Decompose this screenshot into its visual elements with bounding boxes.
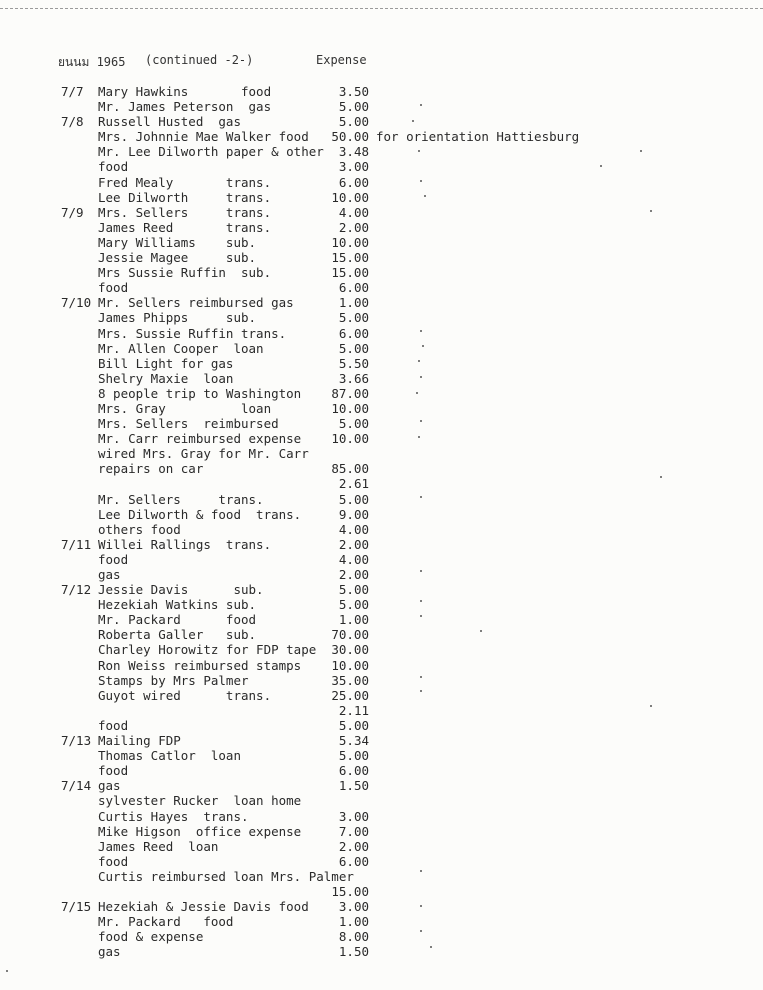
speck bbox=[650, 705, 652, 707]
entry-date: 7/12 bbox=[61, 582, 92, 598]
ledger-row bbox=[0, 884, 763, 899]
entry-description: food bbox=[98, 280, 129, 296]
entry-amount: 6.00 bbox=[338, 853, 369, 869]
ledger-row bbox=[0, 582, 763, 597]
entry-description: gas bbox=[98, 567, 121, 582]
entry-description: Curtis reimbursed loan Mrs. Palmer bbox=[98, 868, 354, 884]
entry-description: gas bbox=[98, 778, 121, 794]
entry-amount: 4.00 bbox=[338, 521, 369, 537]
speck bbox=[422, 345, 424, 347]
ledger-row bbox=[0, 869, 763, 884]
ledger-row bbox=[0, 310, 763, 325]
speck bbox=[412, 120, 414, 122]
ledger-row bbox=[0, 431, 763, 446]
entry-description: food bbox=[98, 717, 129, 733]
ledger-row bbox=[0, 492, 763, 507]
speck bbox=[420, 600, 422, 602]
ledger-row bbox=[0, 673, 763, 688]
entry-description: food bbox=[98, 853, 129, 869]
ledger-row bbox=[0, 552, 763, 567]
speck bbox=[420, 330, 422, 332]
entry-amount: 5.34 bbox=[338, 733, 369, 749]
entry-amount: 2.11 bbox=[338, 702, 369, 718]
ledger-row bbox=[0, 522, 763, 537]
entry-amount: 1.50 bbox=[338, 944, 369, 960]
entry-amount: 9.00 bbox=[338, 506, 369, 522]
speck bbox=[418, 150, 420, 152]
entry-amount: 5.00 bbox=[338, 340, 369, 356]
entry-description: Mary Hawkins food bbox=[98, 84, 272, 99]
entry-amount: 5.00 bbox=[338, 310, 369, 326]
ledger-rows bbox=[0, 84, 763, 959]
speck bbox=[640, 150, 642, 152]
entry-amount: 4.00 bbox=[338, 204, 369, 220]
ledger-row bbox=[0, 567, 763, 582]
ledger-row bbox=[0, 944, 763, 959]
entry-description: Stamps by Mrs Palmer bbox=[98, 672, 249, 688]
ledger-row bbox=[0, 929, 763, 944]
ledger-row bbox=[0, 793, 763, 808]
ledger-row bbox=[0, 642, 763, 657]
entry-description: Willei Rallings trans. bbox=[98, 536, 272, 552]
entry-description: James Reed loan bbox=[98, 838, 219, 854]
ledger-row bbox=[0, 597, 763, 612]
speck bbox=[420, 870, 422, 872]
entry-amount: 4.00 bbox=[338, 551, 369, 567]
entry-note: for orientation Hattiesburg bbox=[376, 129, 580, 145]
entry-description: Mr. Sellers trans. bbox=[98, 491, 264, 507]
speck bbox=[420, 905, 422, 907]
entry-amount: 10.00 bbox=[331, 657, 369, 673]
entry-description: Mrs. Johnnie Mae Walker food bbox=[98, 129, 309, 145]
entry-amount: 3.00 bbox=[338, 899, 369, 915]
entry-amount: 5.50 bbox=[338, 355, 369, 371]
entry-amount: 3.66 bbox=[338, 370, 369, 386]
entry-description: others food bbox=[98, 521, 181, 537]
entry-date: 7/15 bbox=[61, 899, 92, 915]
ledger-row bbox=[0, 386, 763, 401]
speck bbox=[418, 360, 420, 362]
entry-amount: 2.00 bbox=[338, 838, 369, 854]
speck bbox=[660, 476, 662, 478]
ledger-row bbox=[0, 507, 763, 522]
entry-amount: 5.00 bbox=[338, 748, 369, 764]
entry-amount: 3.50 bbox=[338, 84, 369, 99]
entry-amount: 2.00 bbox=[338, 219, 369, 235]
ledger-row bbox=[0, 748, 763, 763]
ledger-row bbox=[0, 401, 763, 416]
ledger-row bbox=[0, 280, 763, 295]
entry-date: 7/10 bbox=[61, 295, 92, 311]
entry-description: Mr. Carr reimbursed expense bbox=[98, 431, 302, 447]
entry-description: Guyot wired trans. bbox=[98, 687, 272, 703]
entry-description: Mailing FDP bbox=[98, 733, 181, 749]
entry-amount: 25.00 bbox=[331, 687, 369, 703]
entry-description: Mrs. Sellers reimbursed bbox=[98, 416, 279, 432]
entry-description: Mary Williams sub. bbox=[98, 234, 257, 250]
speck bbox=[420, 930, 422, 932]
entry-description: Mr. Allen Cooper loan bbox=[98, 340, 264, 356]
ledger-row bbox=[0, 778, 763, 793]
ledger-row bbox=[0, 265, 763, 280]
entry-amount: 3.00 bbox=[338, 159, 369, 175]
entry-description: food & expense bbox=[98, 929, 204, 945]
ledger-row bbox=[0, 763, 763, 778]
entry-amount: 5.00 bbox=[338, 114, 369, 130]
entry-description: Thomas Catlor loan bbox=[98, 748, 241, 764]
ledger-row bbox=[0, 159, 763, 174]
speck bbox=[420, 615, 422, 617]
header-title: ยนนม 1965 bbox=[58, 55, 126, 69]
ledger-row bbox=[0, 235, 763, 250]
ledger-row bbox=[0, 703, 763, 718]
entry-amount: 5.00 bbox=[338, 582, 369, 598]
entry-description: Lee Dilworth & food trans. bbox=[98, 506, 302, 522]
entry-description: Roberta Galler sub. bbox=[98, 627, 257, 643]
entry-amount: 5.00 bbox=[338, 491, 369, 507]
ledger-row bbox=[0, 809, 763, 824]
ledger-row bbox=[0, 476, 763, 491]
ledger-row bbox=[0, 250, 763, 265]
entry-description: James Phipps sub. bbox=[98, 310, 257, 326]
entry-description: Hezekiah Watkins sub. bbox=[98, 597, 257, 613]
entry-amount: 10.00 bbox=[331, 234, 369, 250]
entry-amount: 2.61 bbox=[338, 476, 369, 492]
entry-description: food bbox=[98, 551, 129, 567]
ledger-row bbox=[0, 114, 763, 129]
entry-description: food bbox=[98, 159, 129, 175]
entry-description: Lee Dilworth trans. bbox=[98, 189, 272, 205]
entry-description: Jessie Magee sub. bbox=[98, 250, 257, 266]
entry-description: Hezekiah & Jessie Davis food bbox=[98, 899, 309, 915]
entry-amount: 1.00 bbox=[338, 914, 369, 930]
entry-description: Curtis Hayes trans. bbox=[98, 808, 249, 824]
speck bbox=[420, 676, 422, 678]
entry-description: Russell Husted gas bbox=[98, 114, 241, 130]
entry-amount: 3.00 bbox=[338, 808, 369, 824]
ledger-row bbox=[0, 612, 763, 627]
ledger-row bbox=[0, 356, 763, 371]
ledger-row bbox=[0, 854, 763, 869]
entry-amount: 5.00 bbox=[338, 717, 369, 733]
entry-amount: 35.00 bbox=[331, 672, 369, 688]
ledger-row bbox=[0, 175, 763, 190]
entry-date: 7/13 bbox=[61, 733, 92, 749]
entry-amount: 8.00 bbox=[338, 929, 369, 945]
entry-description: Shelry Maxie loan bbox=[98, 370, 234, 386]
entry-amount: 3.48 bbox=[338, 144, 369, 160]
speck bbox=[420, 496, 422, 498]
ledger-row bbox=[0, 144, 763, 159]
entry-description: food bbox=[98, 763, 129, 779]
entry-description: Mr. James Peterson gas bbox=[98, 99, 272, 115]
entry-description: repairs on car bbox=[98, 461, 204, 477]
ledger-row bbox=[0, 84, 763, 99]
entry-description: Mr. Packard food bbox=[98, 612, 257, 628]
speck bbox=[430, 946, 432, 948]
entry-amount: 6.00 bbox=[338, 763, 369, 779]
ledger-row bbox=[0, 416, 763, 431]
entry-description: Charley Horowitz for FDP tape bbox=[98, 642, 317, 658]
ledger-row bbox=[0, 733, 763, 748]
speck bbox=[420, 180, 422, 182]
entry-amount: 6.00 bbox=[338, 280, 369, 296]
entry-amount: 50.00 bbox=[331, 129, 369, 145]
entry-amount: 70.00 bbox=[331, 627, 369, 643]
entry-description: Mr. Lee Dilworth paper & other bbox=[98, 144, 324, 160]
speck bbox=[420, 104, 422, 106]
entry-amount: 2.00 bbox=[338, 567, 369, 582]
speck bbox=[424, 195, 426, 197]
ledger-row bbox=[0, 220, 763, 235]
ledger-row bbox=[0, 190, 763, 205]
speck bbox=[416, 392, 418, 394]
entry-amount: 15.00 bbox=[331, 883, 369, 899]
entry-amount: 6.00 bbox=[338, 174, 369, 190]
entry-description: Mrs. Gray loan bbox=[98, 400, 272, 416]
entry-description: Mike Higson office expense bbox=[98, 823, 302, 839]
ledger-row bbox=[0, 914, 763, 929]
entry-amount: 10.00 bbox=[331, 189, 369, 205]
speck bbox=[420, 690, 422, 692]
header-continued: (continued -2-) bbox=[145, 53, 254, 67]
ledger-row bbox=[0, 718, 763, 733]
entry-description: sylvester Rucker loan home bbox=[98, 793, 302, 809]
entry-date: 7/14 bbox=[61, 778, 92, 794]
entry-amount: 30.00 bbox=[331, 642, 369, 658]
entry-description: James Reed trans. bbox=[98, 219, 272, 235]
ledger-row bbox=[0, 326, 763, 341]
entry-date: 7/11 bbox=[61, 536, 92, 552]
entry-description: Bill Light for gas bbox=[98, 355, 234, 371]
entry-amount: 1.00 bbox=[338, 612, 369, 628]
entry-amount: 85.00 bbox=[331, 461, 369, 477]
entry-date: 7/7 bbox=[61, 84, 84, 99]
ledger-row bbox=[0, 688, 763, 703]
ledger-row bbox=[0, 627, 763, 642]
speck bbox=[650, 210, 652, 212]
speck bbox=[6, 970, 8, 972]
entry-amount: 2.00 bbox=[338, 536, 369, 552]
ledger-row bbox=[0, 658, 763, 673]
entry-description: Mrs. Sellers trans. bbox=[98, 204, 272, 220]
entry-description: gas bbox=[98, 944, 121, 960]
entry-description: Jessie Davis sub. bbox=[98, 582, 264, 598]
speck bbox=[418, 436, 420, 438]
entry-amount: 1.50 bbox=[338, 778, 369, 794]
entry-amount: 7.00 bbox=[338, 823, 369, 839]
ledger-row bbox=[0, 205, 763, 220]
entry-description: Mr. Packard food bbox=[98, 914, 234, 930]
entry-description: Ron Weiss reimbursed stamps bbox=[98, 657, 302, 673]
entry-amount: 15.00 bbox=[331, 265, 369, 281]
entry-amount: 87.00 bbox=[331, 385, 369, 401]
ledger-row bbox=[0, 824, 763, 839]
ledger-row bbox=[0, 99, 763, 114]
ledger-row bbox=[0, 341, 763, 356]
ledger-row bbox=[0, 446, 763, 461]
ledger-row bbox=[0, 461, 763, 476]
entry-amount: 15.00 bbox=[331, 250, 369, 266]
entry-amount: 10.00 bbox=[331, 400, 369, 416]
entry-description: 8 people trip to Washington bbox=[98, 385, 302, 401]
entry-description: Fred Mealy trans. bbox=[98, 174, 272, 190]
speck bbox=[420, 420, 422, 422]
entry-amount: 5.00 bbox=[338, 99, 369, 115]
speck bbox=[480, 630, 482, 632]
entry-description: Mr. Sellers reimbursed gas bbox=[98, 295, 294, 311]
entry-amount: 10.00 bbox=[331, 431, 369, 447]
speck bbox=[600, 165, 602, 167]
speck bbox=[420, 570, 422, 572]
header-expense-column: Expense bbox=[316, 53, 367, 67]
entry-date: 7/9 bbox=[61, 204, 84, 220]
entry-amount: 6.00 bbox=[338, 325, 369, 341]
entry-date: 7/8 bbox=[61, 114, 84, 130]
entry-amount: 5.00 bbox=[338, 597, 369, 613]
speck bbox=[420, 376, 422, 378]
entry-description: Mrs. Sussie Ruffin trans. bbox=[98, 325, 287, 341]
entry-description: Mrs Sussie Ruffin sub. bbox=[98, 265, 272, 281]
ledger-row bbox=[0, 295, 763, 310]
ledger-row bbox=[0, 371, 763, 386]
ledger-row bbox=[0, 899, 763, 914]
entry-description: wired Mrs. Gray for Mr. Carr bbox=[98, 446, 309, 462]
ledger-row bbox=[0, 129, 763, 144]
entry-amount: 5.00 bbox=[338, 416, 369, 432]
entry-amount: 1.00 bbox=[338, 295, 369, 311]
ledger-row bbox=[0, 537, 763, 552]
ledger-row bbox=[0, 839, 763, 854]
